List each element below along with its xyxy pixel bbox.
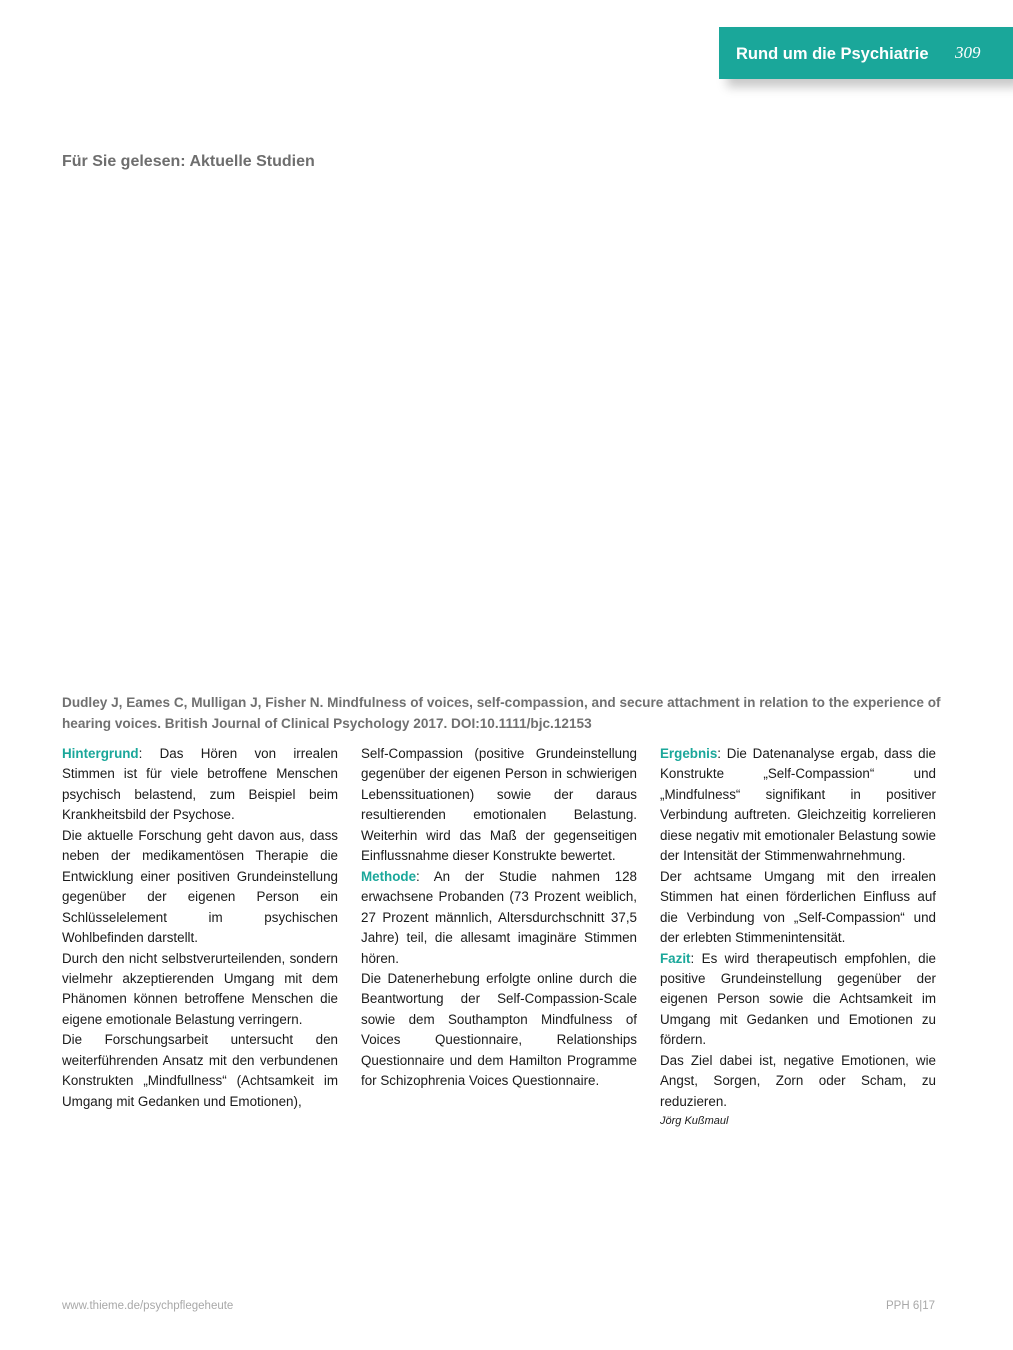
keyword-methode: Methode: [361, 868, 417, 884]
paragraph-methode: [361, 867, 637, 969]
paragraph-hintergrund: [62, 744, 338, 826]
article-column-2: [361, 744, 637, 1092]
page-number: 309: [955, 43, 981, 62]
paragraph-fazit: [660, 949, 936, 1051]
author-signature: Jörg Kußmaul: [660, 1115, 729, 1128]
paragraph: Das Ziel dabei ist, negative Emotionen, wie Angst, Sorgen, Zorn oder Scham, zu reduzieren.: [660, 1052, 936, 1109]
paragraph: Der achtsame Umgang mit den irrealen Stimmen hat einen förderlichen Einfluss auf die Verbindung von „Self-Compassion“ und der erlebten Stimmenintensität.: [660, 868, 936, 946]
section-heading: Für Sie gelesen: Aktuelle Studien: [62, 153, 315, 170]
paragraph: Durch den nicht selbstverurteilenden, sondern vielmehr akzeptierenden Umgang mit dem Phänomen können betroffene Menschen die eigene emotionale Belastung verringern.: [62, 950, 338, 1027]
footer-issue: PPH 6|17: [885, 1300, 935, 1312]
keyword-fazit: Fazit: [660, 950, 691, 966]
methode-text: : An der Studie nahmen 128 erwachsene Probanden (73 Prozent weiblich, 27 Prozent männlich, Altersdurchschnitt 37,5 Jahre) teil, die allesamt imaginäre Stimmen hören.: [361, 868, 637, 966]
header-section-title: Rund um die Psychiatrie: [736, 45, 929, 63]
article-citation: Dudley J, Eames C, Mulligan J, Fisher N. Mindfulness of voices, self-compassion, and secure attachment in relation to the experience of hearing voices. British Journal of Clinical Psychology 2017. DOI:10.1111/bjc.12153: [62, 695, 941, 731]
hintergrund-text: : Das Hören von irrealen Stimmen ist für viele betroffene Menschen psychisch belastend, zum Beispiel beim Krankheitsbild der Psychose.: [62, 746, 338, 823]
footer-url: www.thieme.de/psychpflegeheute: [62, 1300, 234, 1312]
header-section-tab: [719, 27, 1013, 79]
fazit-text: : Es wird therapeutisch empfohlen, die positive Grundeinstellung gegenüber der eigenen Person sowie die Achtsamkeit im Umgang mit Gedanken und Emotionen zu fördern.: [660, 950, 936, 1048]
ergebnis-text: : Die Datenanalyse ergab, dass die Konstrukte „Self-Compassion“ und „Mindfulness“ signifikant in positiver Verbindung auftreten. Gleichzeitig korrelieren diese negativ mit emotionaler Belastung sowie der Intensität der Stimmenwahrnehmung.: [660, 746, 936, 864]
article-column-3: [660, 744, 936, 1130]
paragraph: Die aktuelle Forschung geht davon aus, dass neben der medikamentösen Therapie die Entwicklung einer positiven Grundeinstellung gegenüber der eigenen Person ein Schlüsselelement im psychischen Wohlbefinden darstellt.: [62, 827, 338, 946]
paragraph: Die Forschungsarbeit untersucht den weiterführenden Ansatz mit den verbundenen Konstrukten „Mindfullness“ (Achtsamkeit im Umgang mit Gedanken und Emotionen),: [62, 1032, 338, 1109]
paragraph: Self-Compassion (positive Grundeinstellung gegenüber der eigenen Person in schwierigen Lebenssituationen) sowie der daraus resultierenden emotionalen Belastung. Weiterhin wird das Maß der gegenseitigen Einflussnahme dieser Konstrukte bewertet.: [361, 746, 637, 864]
article-column-1: [62, 744, 338, 1112]
keyword-hintergrund: Hintergrund: [62, 746, 139, 761]
paragraph: Die Datenerhebung erfolgte online durch die Beantwortung der Self-Compassion-Scale sowie dem Southampton Mindfulness of Voices Questionnaire, Relationships Questionnaire und dem Hamilton Programme for Schizophrenia Voices Questionnaire.: [361, 970, 637, 1089]
keyword-ergebnis: Ergebnis: [660, 746, 718, 761]
paragraph-ergebnis: [660, 744, 936, 867]
